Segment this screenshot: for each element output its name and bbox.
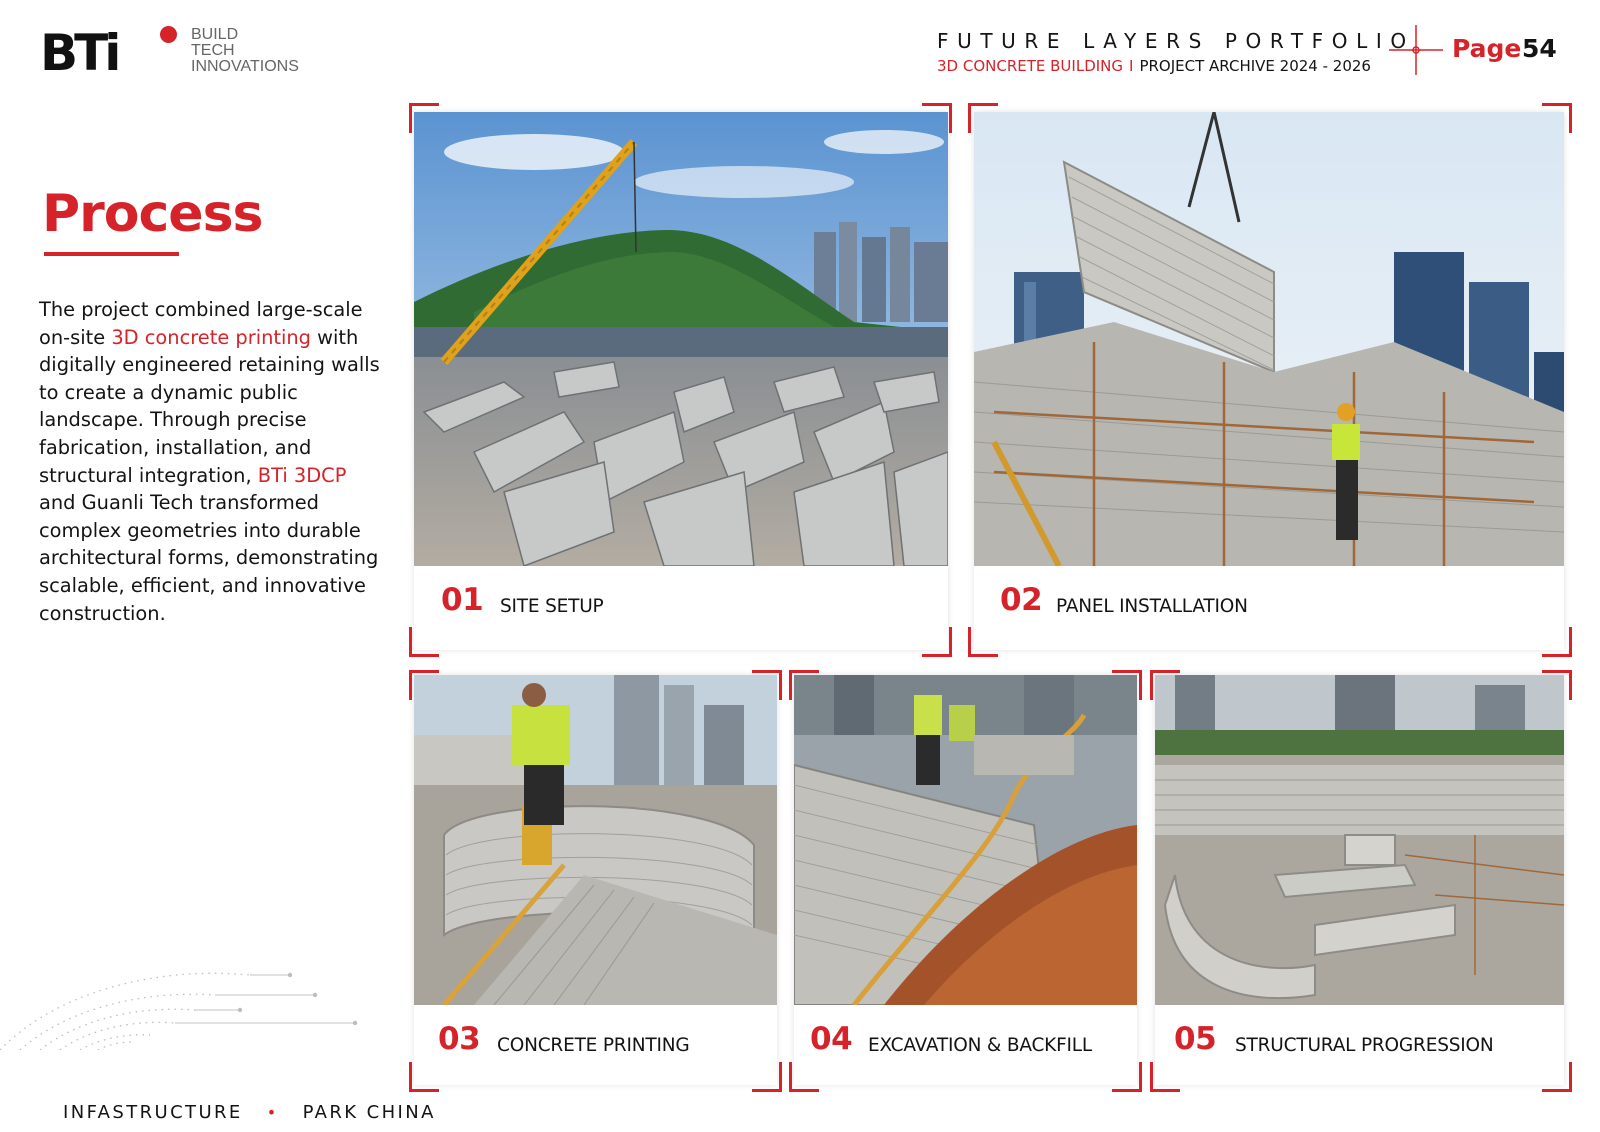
body-line	[39, 434, 379, 462]
body-line	[39, 517, 379, 545]
logo-line-tech: TECH	[191, 42, 235, 59]
highlight-text: 3D concrete printing	[111, 325, 311, 349]
body-text-segment: digitally engineered retaining walls	[39, 353, 380, 377]
corner-bracket	[1542, 1062, 1572, 1092]
decorative-arcs	[0, 895, 365, 1050]
portfolio-subtitle	[937, 57, 1371, 75]
corner-bracket	[1542, 103, 1572, 133]
crosshair-icon	[1389, 25, 1443, 75]
body-line	[39, 379, 379, 407]
portfolio-title: FUTURE LAYERS PORTFOLIO	[937, 29, 1415, 53]
step-card-04	[794, 675, 1137, 1085]
highlight-text: BTi 3DCP	[257, 463, 347, 487]
body-text-segment: architectural forms, demonstrating	[39, 546, 379, 570]
section-body	[39, 296, 379, 627]
body-text-segment: complex geometries into durable	[39, 518, 361, 542]
logo-mark: BTi	[40, 24, 118, 82]
body-text-segment: landscape. Through precise	[39, 408, 307, 432]
corner-bracket	[1542, 627, 1572, 657]
body-line	[39, 572, 379, 600]
step-card-03	[414, 675, 777, 1085]
step-label: CONCRETE PRINTING	[497, 1035, 690, 1056]
footer-bullet: •	[266, 1103, 279, 1122]
logo-dot	[160, 26, 177, 43]
subtitle-category: 3D CONCRETE BUILDING	[937, 57, 1124, 75]
body-text-segment: structural integration,	[39, 463, 258, 487]
footer	[63, 1102, 436, 1123]
section-title: Process	[42, 184, 263, 244]
corner-bracket	[968, 103, 998, 133]
body-line	[39, 406, 379, 434]
corner-bracket	[1542, 670, 1572, 700]
corner-bracket	[922, 627, 952, 657]
step-card-01	[414, 112, 948, 650]
body-line	[39, 351, 379, 379]
footer-location: PARK CHINA	[302, 1102, 436, 1123]
corner-bracket	[1112, 1062, 1142, 1092]
body-text-segment: on-site	[39, 325, 112, 349]
corner-bracket	[922, 103, 952, 133]
excavation-backfill-photo	[794, 675, 1137, 1005]
body-text-segment: to create a dynamic public	[39, 380, 298, 404]
brand-logo	[40, 24, 299, 82]
structural-progression-photo	[1155, 675, 1564, 1005]
title-underline	[44, 252, 179, 256]
corner-bracket	[409, 103, 439, 133]
corner-bracket	[968, 627, 998, 657]
site-setup-photo	[414, 112, 948, 566]
body-line	[39, 296, 379, 324]
body-text-segment: The project combined large-scale	[39, 298, 363, 321]
body-line	[39, 489, 379, 517]
body-line	[39, 324, 379, 352]
corner-bracket	[1150, 670, 1180, 700]
body-text-segment: with	[310, 325, 359, 349]
body-line	[39, 600, 379, 628]
logo-line-innovations: INNOVATIONS	[191, 58, 299, 75]
subtitle-separator: I	[1129, 57, 1134, 75]
corner-bracket	[752, 1062, 782, 1092]
body-text-segment: fabrication, installation, and	[39, 435, 312, 459]
subtitle-archive: PROJECT ARCHIVE 2024 - 2026	[1139, 57, 1371, 75]
page-label: Page	[1452, 34, 1522, 63]
step-label: SITE SETUP	[500, 596, 604, 617]
corner-bracket	[409, 1062, 439, 1092]
step-card-02	[974, 112, 1564, 650]
logo-wordmark	[191, 27, 299, 75]
step-label: EXCAVATION & BACKFILL	[868, 1035, 1093, 1056]
concrete-printing-photo	[414, 675, 777, 1005]
footer-category: INFASTRUCTURE	[63, 1102, 243, 1123]
corner-bracket	[789, 1062, 819, 1092]
corner-bracket	[1150, 1062, 1180, 1092]
step-number: 01	[441, 582, 484, 618]
corner-bracket	[409, 670, 439, 700]
page-number: 54	[1522, 34, 1557, 63]
step-label: STRUCTURAL PROGRESSION	[1235, 1035, 1494, 1056]
step-number: 04	[810, 1021, 853, 1057]
body-text-segment: scalable, efficient, and innovative	[39, 573, 366, 597]
panel-installation-photo	[974, 112, 1564, 566]
body-line	[39, 462, 379, 490]
corner-bracket	[1112, 670, 1142, 700]
step-number: 03	[438, 1021, 481, 1057]
step-number: 05	[1174, 1021, 1217, 1057]
body-text-segment: and Guanli Tech transformed	[39, 491, 319, 515]
corner-bracket	[789, 670, 819, 700]
corner-bracket	[752, 670, 782, 700]
step-label: PANEL INSTALLATION	[1056, 596, 1248, 617]
step-number: 02	[1000, 582, 1043, 618]
body-text-segment: construction.	[39, 601, 166, 625]
body-line	[39, 544, 379, 572]
logo-line-build: BUILD	[191, 26, 239, 43]
step-card-05	[1155, 675, 1564, 1085]
corner-bracket	[409, 627, 439, 657]
